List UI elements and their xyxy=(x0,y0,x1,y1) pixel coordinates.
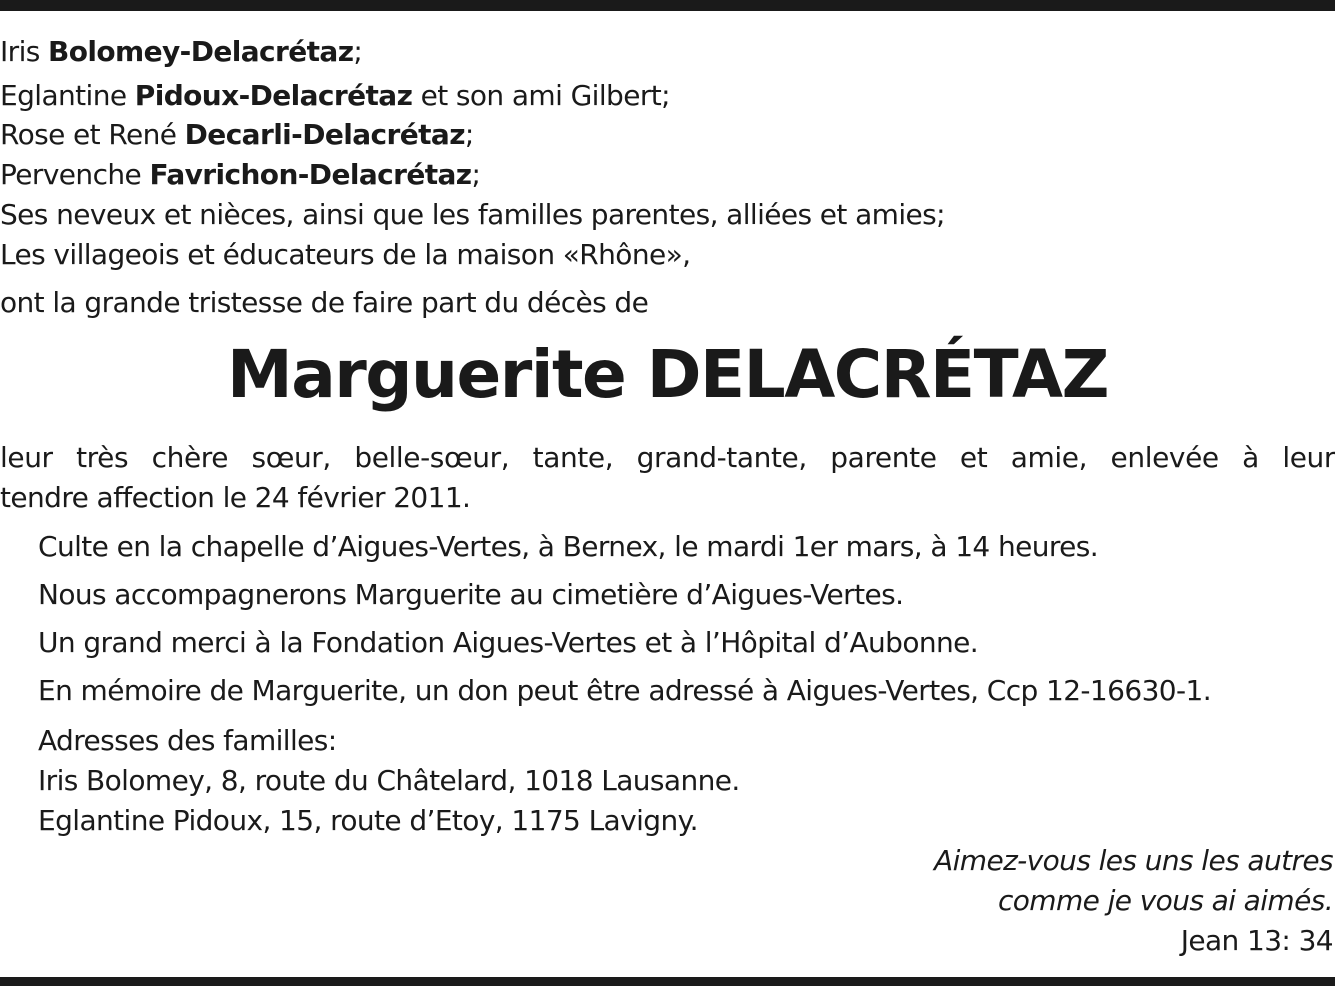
family-line-rose-rene: Rose et René Decarli-Delacrétaz; xyxy=(0,118,474,151)
address-item: Eglantine Pidoux, 15, route d’Etoy, 1175 Lavigny. xyxy=(38,804,698,837)
top-rule xyxy=(0,0,1335,11)
deceased-name: Marguerite DELACRÉTAZ xyxy=(227,336,1108,413)
addresses-heading: Adresses des familles: xyxy=(38,724,337,757)
villagers-line: Les villageois et éducateurs de la maison «Rhône», xyxy=(0,238,691,271)
family-line-eglantine: Eglantine Pidoux-Delacrétaz et son ami Gilbert; xyxy=(0,79,670,112)
family-line-pervenche: Pervenche Favrichon-Delacrétaz; xyxy=(0,158,481,191)
family-name: Decarli-Delacrétaz xyxy=(184,118,465,151)
verse-reference: Jean 13: 34 xyxy=(1180,924,1333,957)
description-line-2: tendre affection le 24 février 2011. xyxy=(0,481,471,514)
family-name: Pidoux-Delacrétaz xyxy=(134,79,413,112)
donation-notice: En mémoire de Marguerite, un don peut être adressé à Aigues-Vertes, Ccp 12-16630-1. xyxy=(38,674,1212,707)
service-notice: Culte en la chapelle d’Aigues-Vertes, à Bernex, le mardi 1er mars, à 14 heures. xyxy=(38,530,1099,563)
thanks-notice: Un grand merci à la Fondation Aigues-Vertes et à l’Hôpital d’Aubonne. xyxy=(38,626,979,659)
bottom-rule xyxy=(0,977,1335,986)
relatives-line: Ses neveux et nièces, ainsi que les familles parentes, alliées et amies; xyxy=(0,198,945,231)
family-name: Favrichon-Delacrétaz xyxy=(149,158,472,191)
family-name: Bolomey-Delacrétaz xyxy=(48,35,354,68)
burial-notice: Nous accompagnerons Marguerite au cimetière d’Aigues-Vertes. xyxy=(38,578,904,611)
family-line-iris: Iris Bolomey-Delacrétaz; xyxy=(0,35,363,68)
announcement-line: ont la grande tristesse de faire part du décès de xyxy=(0,286,649,319)
verse-line-2: comme je vous ai aimés. xyxy=(997,884,1333,917)
description-line-1: leur très chère sœur, belle-sœur, tante, grand-tante, parente et amie, enlevée à leur xyxy=(0,441,1335,474)
address-item: Iris Bolomey, 8, route du Châtelard, 1018 Lausanne. xyxy=(38,764,740,797)
verse-line-1: Aimez-vous les uns les autres xyxy=(934,844,1333,877)
